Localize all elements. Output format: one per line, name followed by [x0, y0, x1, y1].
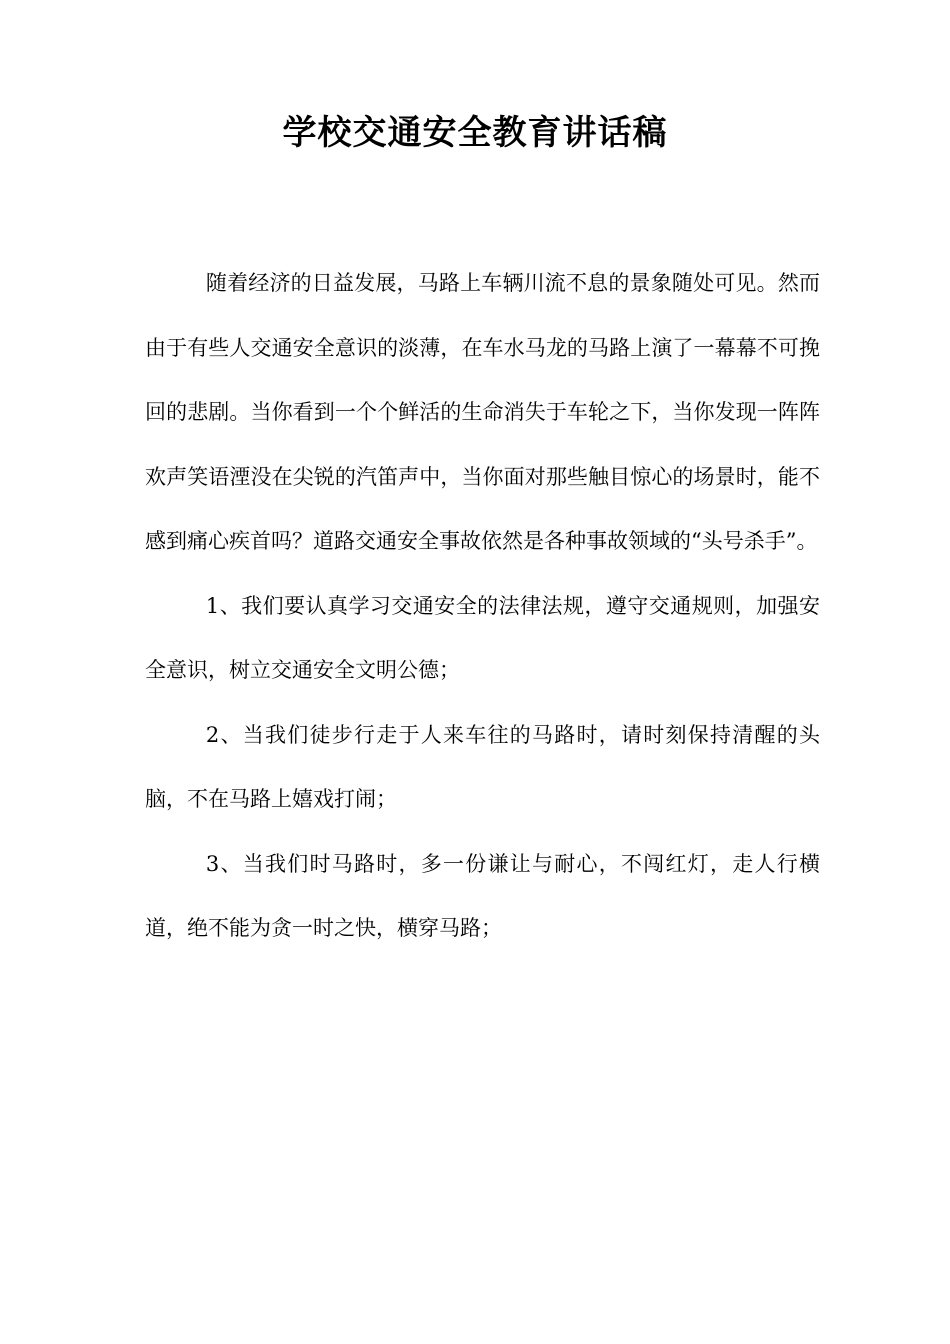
paragraph-point-3: 3、当我们时马路时，多一份谦让与耐心，不闯红灯，走人行横道，绝不能为贪一时之快，横穿马路； — [145, 851, 820, 940]
document-title: 学校交通安全教育讲话稿 — [282, 112, 668, 153]
paragraph-intro: 随着经济的日益发展，马路上车辆川流不息的景象随处可见。然而由于有些人交通安全意识的淡薄，在车水马龙的马路上演了一幕幕不可挽回的悲剧。当你看到一个个鲜活的生命消失于车轮之下，当你发现一阵阵欢声笑语湮没在尖锐的汽笛声中，当你面对那些触目惊心的场景时，能不感到痛心疾首吗？道路交通安全事故依然是各种事故领域的“头号杀手”。 — [145, 271, 820, 553]
document-body — [145, 251, 820, 961]
paragraph-point-2: 2、当我们徒步行走于人来车往的马路时，请时刻保持清醒的头脑，不在马路上嬉戏打闹； — [145, 722, 820, 811]
paragraph-point-1: 1、我们要认真学习交通安全的法律法规，遵守交通规则，加强安全意识，树立交通安全文明公德； — [145, 593, 820, 682]
